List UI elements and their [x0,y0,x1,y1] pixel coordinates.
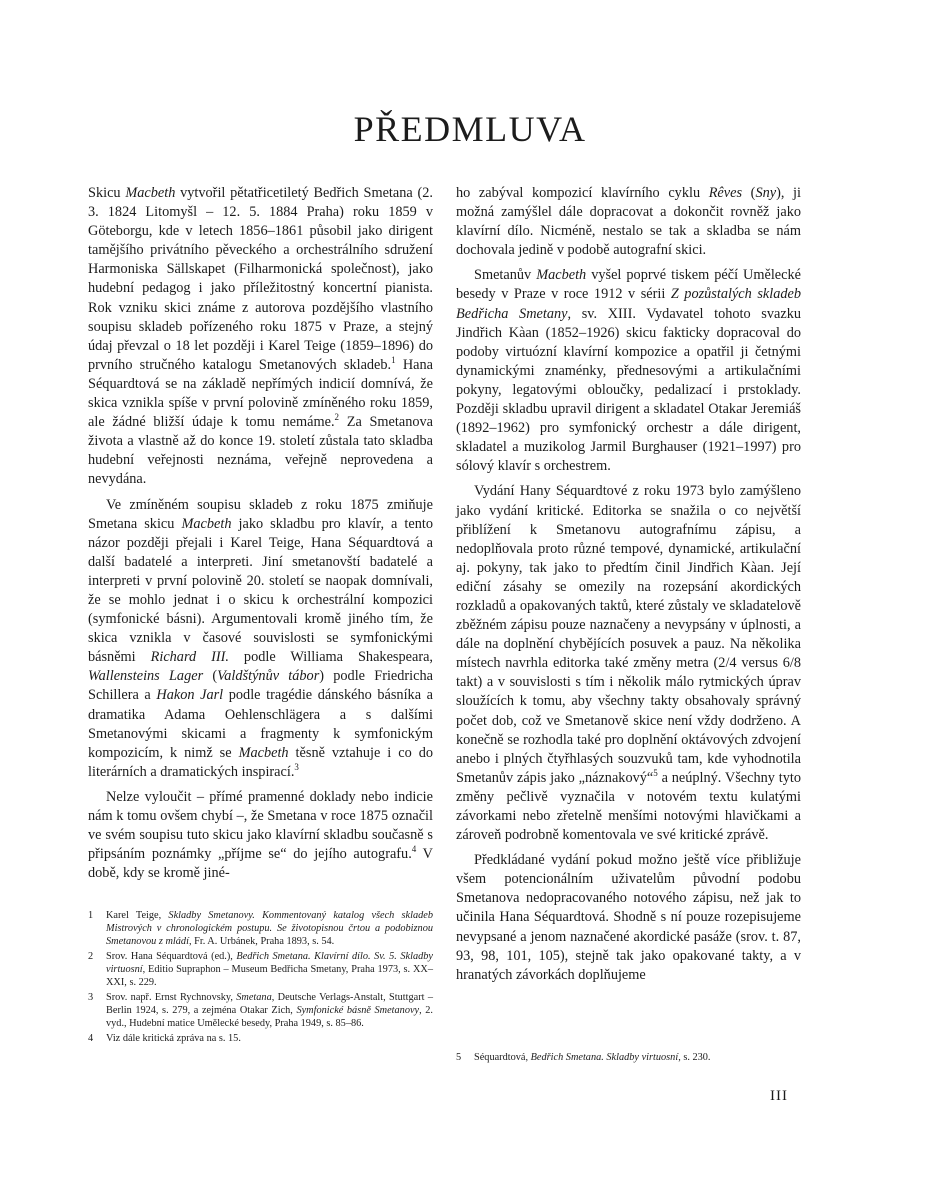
footnote-number: 5 [456,1052,462,1063]
paragraph: Vydání Hany Séquardtové z roku 1973 bylo zamýšleno jako vydání kritické. Editorka se snažila o co největší přiblížení k Smetanovu autografnímu zápisu, a nedoplňovala proto různé tempové, dynamické, artikulační aj. pokyny, tak jako to předtím činil Jindřich Kàan. Její ediční zásahy se omezily na rozepsání akordických rozkladů a opakovaných taktů, které zůstaly ve skladatelově zběžném zápisu pouze naznačeny a nevypsány v úplnosti, a dále na doplnění chybějících posuvek a pauz. Na několika místech navrhla editorka také změny metra (2/4 versus 6/8 takt) a v souvislosti s tím i několik málo rytmických úprav sloužících k tomu, aby všechny takty obsahovaly správný počet dob, což ve Smetanově skice není vždy dodrženo. A konečně se rozhodla také pro doplnění oktávových zdvojení anebo i plných čtyřhlasých souzvuků tam, kde vyhodnotila Smetanův zápis jako „náznakový“$^5$ a neúplný. Všechny tyto změny pečlivě vyznačila v notovém textu kulatými závorkami nebo zřetelně menšími notovými hlavičkami a zároveň podrobně komentovala ve své kritické zprávě. [456,483,801,844]
left-text-column [88,184,433,883]
footnote-text: Srov. např. Ernst Rychnovsky, Smetana, Deutsche Verlags-Anstalt, Stuttgart – Berlin 1924, s. 279, a zejména Otakar Zich, Symfonické básně Smetanovy, 2. vyd., Hudební matice Umělecké besedy, Praha 1949, s. 85–86. [106,992,433,1029]
footnote-text: Viz dále kritická zpráva na s. 15. [106,1033,241,1044]
footnotes-left [88,909,433,1047]
footnote-number: 3 [88,992,94,1003]
footnote [456,1051,801,1064]
footnote [88,1032,433,1045]
page-title: PŘEDMLUVA [353,109,587,149]
footnote-number: 1 [88,910,94,921]
paragraph: ho zabýval kompozicí klavírního cyklu Rêves (Sny), ji možná zamýšlel dále dopracovat a dokončit rovněž jako klavírní dílo. Nicméně, nestalo se tak a skladba se nám dochovala jedině v podobě autografní skici. [456,185,801,259]
paragraph: Předkládané vydání pokud možno ještě více přibližuje všem potencionálním uživatelům původní podobu Smetanova nedopracovaného notového zápisu, než jak to učinila Hana Séquardtová. Shodně s ní pouze rozepisujeme nevypsané a jenom naznačené akordické pasáže (srov. t. 87, 93, 98, 101, 105), stejně tak jako opakované takty, a v hranatých závorkách doplňujeme [456,852,801,983]
footnote-text: Séquardtová, Bedřich Smetana. Skladby virtuosní, s. 230. [474,1052,711,1063]
footnote-text: Karel Teige, Skladby Smetanovy. Kommentovaný katalog všech skladeb Mistrových v chronologickém postupu. Se životopisnou črtou a podobiznou Smetanovou z mládí, Fr. A. Urbánek, Praha 1893, s. 54. [106,910,433,947]
footnote [88,991,433,1030]
paragraph: Skicu Macbeth vytvořil pětatřicetiletý Bedřich Smetana (2. 3. 1824 Litomyšl – 12. 5. 1884 Praha) roku 1859 v Göteborgu, kde v letech 1856–1861 působil jako dirigent tamějšího privátního pěveckého a orchestrálního sdružení Harmoniska Sällskapet (Filharmonická společnost), jako hudební pedagog i jako příležitostný koncertní pianista. Rok vzniku skici známe z autorova pozdějšího vlastního soupisu skladeb pořízeného roku 1875 v Praze, a stejný údaj převzal o 18 let později i Karel Teige (1859–1896) do prvního stručného katalogu Smetanových skladeb.$^1$ Hana Séquardtová se na základě nepřímých indicií domnívá, že skica vznikla spíše v první polovině zmíněného roku 1859, ale žádné bližší údaje k tomu nemáme.$^2$ Za Smetanova života a vlastně až do konce 19. století zůstala tato skladba hudební veřejnosti neznáma, veřejně neprovedena a nevydána. [88,185,433,488]
footnote-number: 2 [88,951,94,962]
footnote [88,950,433,989]
footnote-text: Srov. Hana Séquardtová (ed.), Bedřich Smetana. Klavírní dílo. Sv. 5. Skladby virtuosní, Editio Supraphon – Museum Bedřicha Smetany, Praha 1973, s. XX–XXI, s. 229. [106,951,433,988]
page-number: III [770,1088,788,1104]
paragraph: Nelze vyloučit – přímé pramenné doklady nebo indicie nám k tomu ovšem chybí –, že Smetana v roce 1875 označil ve svém soupisu tuto skicu jako klavírní skladbu současně s připsáním poznámky „příjme se“ do jejího autografu.$^4$ V době, kdy se kromě jiné- [88,788,433,882]
paragraph: Smetanův Macbeth vyšel poprvé tiskem péčí Umělecké besedy v Praze v roce 1912 v sérii Z pozůstalých skladeb Bedřicha Smetany, sv. XIII. Vydavatel tohoto svazku Jindřich Kàan (1852–1926) skicu fakticky dopracoval do podoby virtuózní klavírní kompozice a opatřil ji četnými dynamickými znaménky, přednesovými a artikulačními pokyny, legatovými obloučky, pedalizací i prstoklady. Později skladbu upravil dirigent a skladatel Otakar Jeremiáš (1892–1962) pro symfonický orchestr a dále dirigent, skladatel a muzikolog Jarmil Burghauser (1921–1997) pro sólový klavír s orchestrem. [456,267,801,475]
footnote [88,909,433,948]
footnote-number: 4 [88,1033,94,1044]
right-text-column [456,184,801,985]
paragraph: Ve zmíněném soupisu skladeb z roku 1875 zmiňuje Smetana skicu Macbeth jako skladbu pro klavír, a tento názor později přejali i Karel Teige, Hana Séquardtová a další badatelé a interpreti. Jiní smetanovští badatelé a interpreti v první polovině 20. století se naopak domnívali, že se mohlo jednat i o skicu k orchestrální kompozici (symfonické básni). Argumentovali kromě jiného tím, že skica vznikla v časové souvislosti se symfonickými básněmi Richard III. podle Williama Shakespeara, Wallensteins Lager (Valdštýnův tábor) podle Friedricha Schillera a Hakon Jarl podle tragédie dánského básníka a dramatika Adama Oehlenschlägera a s dalšími Smetanovými skicami a fragmenty k symfonickým kompozicím, k nimž se Macbeth těsně vztahuje i co do literárních a dramatických inspirací.$^3$ [88,496,434,780]
footnotes-right [456,1051,801,1066]
